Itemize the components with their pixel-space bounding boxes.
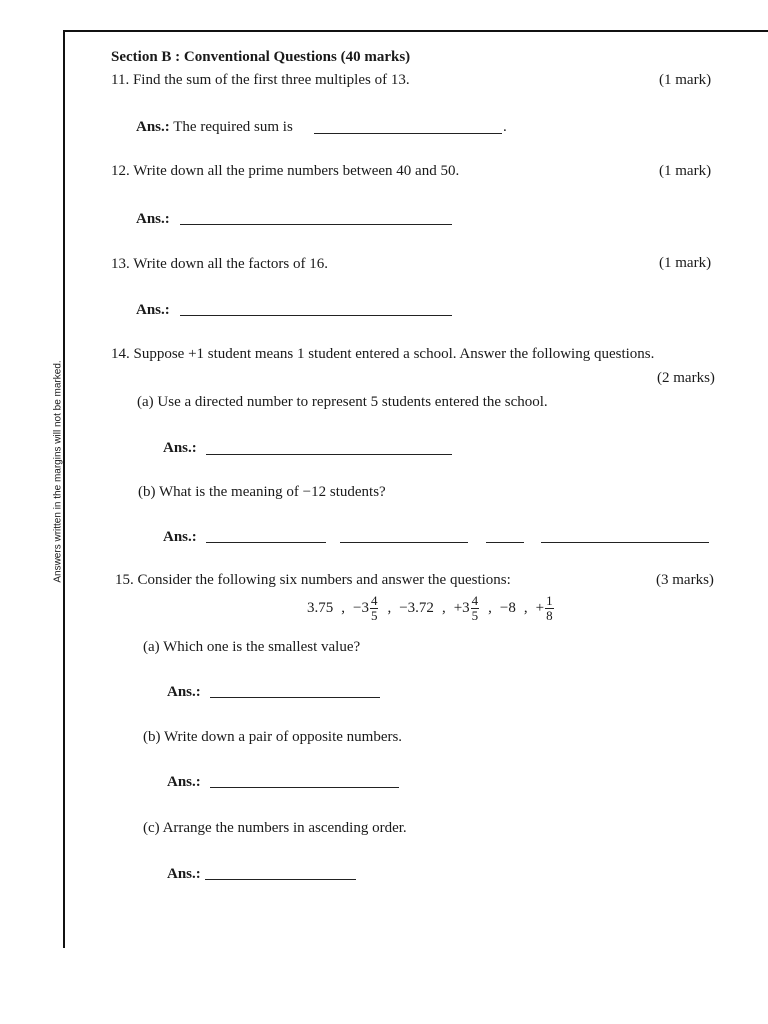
number-3-75: 3.75 [307, 600, 334, 616]
question-14b-text: (b) What is the meaning of −12 students? [138, 484, 386, 500]
answer-label: Ans.: [136, 119, 170, 135]
question-14-text: 14. Suppose +1 student means 1 student entered a school. Answer the following questions. [111, 346, 655, 362]
question-12-marks: (1 mark) [659, 163, 712, 179]
number-neg-3-72: −3.72 [399, 600, 434, 616]
separator: , [523, 600, 528, 616]
separator: , [387, 600, 392, 616]
question-14b-answer-line[interactable] [486, 542, 524, 543]
question-12-text: 12. Write down all the prime numbers between 40 and 50. [111, 163, 460, 179]
number-pos-1-8 [536, 594, 555, 623]
question-15c-text: (c) Arrange the numbers in ascending order. [143, 820, 407, 836]
mixed-number-whole: −3 [353, 600, 369, 616]
question-14a-text: (a) Use a directed number to represent 5 students entered the school. [137, 394, 548, 410]
question-15c-answer-line[interactable] [205, 879, 356, 880]
fraction-numerator: 4 [370, 593, 378, 608]
fraction-denominator: 5 [471, 608, 479, 623]
margin-note: Answers written in the margins will not be marked. [52, 360, 64, 583]
question-14a-answer-line[interactable] [206, 454, 452, 455]
question-14b-answer-line[interactable] [206, 542, 326, 543]
answer-label: Ans.: [167, 774, 201, 790]
fraction [471, 594, 480, 623]
mixed-number-whole: +3 [453, 600, 470, 616]
fraction-numerator: 1 [546, 593, 553, 608]
number-list [307, 594, 555, 623]
number-pos-3-4-5 [454, 594, 480, 623]
question-13-marks: (1 mark) [659, 255, 712, 271]
question-14-marks: (2 marks) [657, 370, 715, 386]
sign: + [535, 600, 545, 616]
question-15a-text: (a) Which one is the smallest value? [143, 639, 361, 655]
section-title: Section B : Conventional Questions (40 marks) [111, 49, 411, 65]
answer-label: Ans.: [136, 302, 170, 318]
question-11-text: 11. Find the sum of the first three multiples of 13. [111, 72, 410, 88]
question-14b-answer-line[interactable] [340, 542, 468, 543]
separator: , [341, 600, 345, 616]
question-13-answer-line[interactable] [180, 315, 452, 316]
fraction-numerator: 4 [471, 593, 479, 608]
question-14b-answer-line[interactable] [541, 542, 709, 543]
question-11-answer-row [136, 119, 293, 136]
fraction [370, 594, 379, 623]
answer-label: Ans.: [167, 866, 201, 882]
question-15-marks: (3 marks) [656, 572, 714, 588]
question-15-text: 15. Consider the following six numbers and answer the questions: [115, 572, 511, 588]
number-neg-3-4-5 [353, 594, 379, 623]
answer-label: Ans.: [136, 211, 170, 227]
question-15a-answer-line[interactable] [210, 697, 380, 698]
question-13-text: 13. Write down all the factors of 16. [111, 256, 328, 272]
question-15b-text: (b) Write down a pair of opposite numbers. [143, 729, 403, 745]
separator: , [488, 600, 492, 616]
number-neg-8: −8 [499, 600, 516, 616]
separator: , [441, 600, 446, 616]
answer-label: Ans.: [163, 440, 197, 456]
fraction-denominator: 8 [546, 608, 553, 623]
question-11-answer-text: The required sum is [173, 119, 293, 135]
question-12-answer-line[interactable] [180, 224, 452, 225]
answer-label: Ans.: [163, 529, 197, 545]
question-11-marks: (1 mark) [659, 72, 712, 88]
question-11-answer-suffix: . [503, 119, 507, 135]
fraction-denominator: 5 [370, 608, 378, 623]
page-frame-top [63, 30, 768, 32]
question-15b-answer-line[interactable] [210, 787, 399, 788]
fraction [545, 594, 554, 623]
question-11-answer-line[interactable] [314, 133, 502, 134]
answer-label: Ans.: [167, 684, 201, 700]
